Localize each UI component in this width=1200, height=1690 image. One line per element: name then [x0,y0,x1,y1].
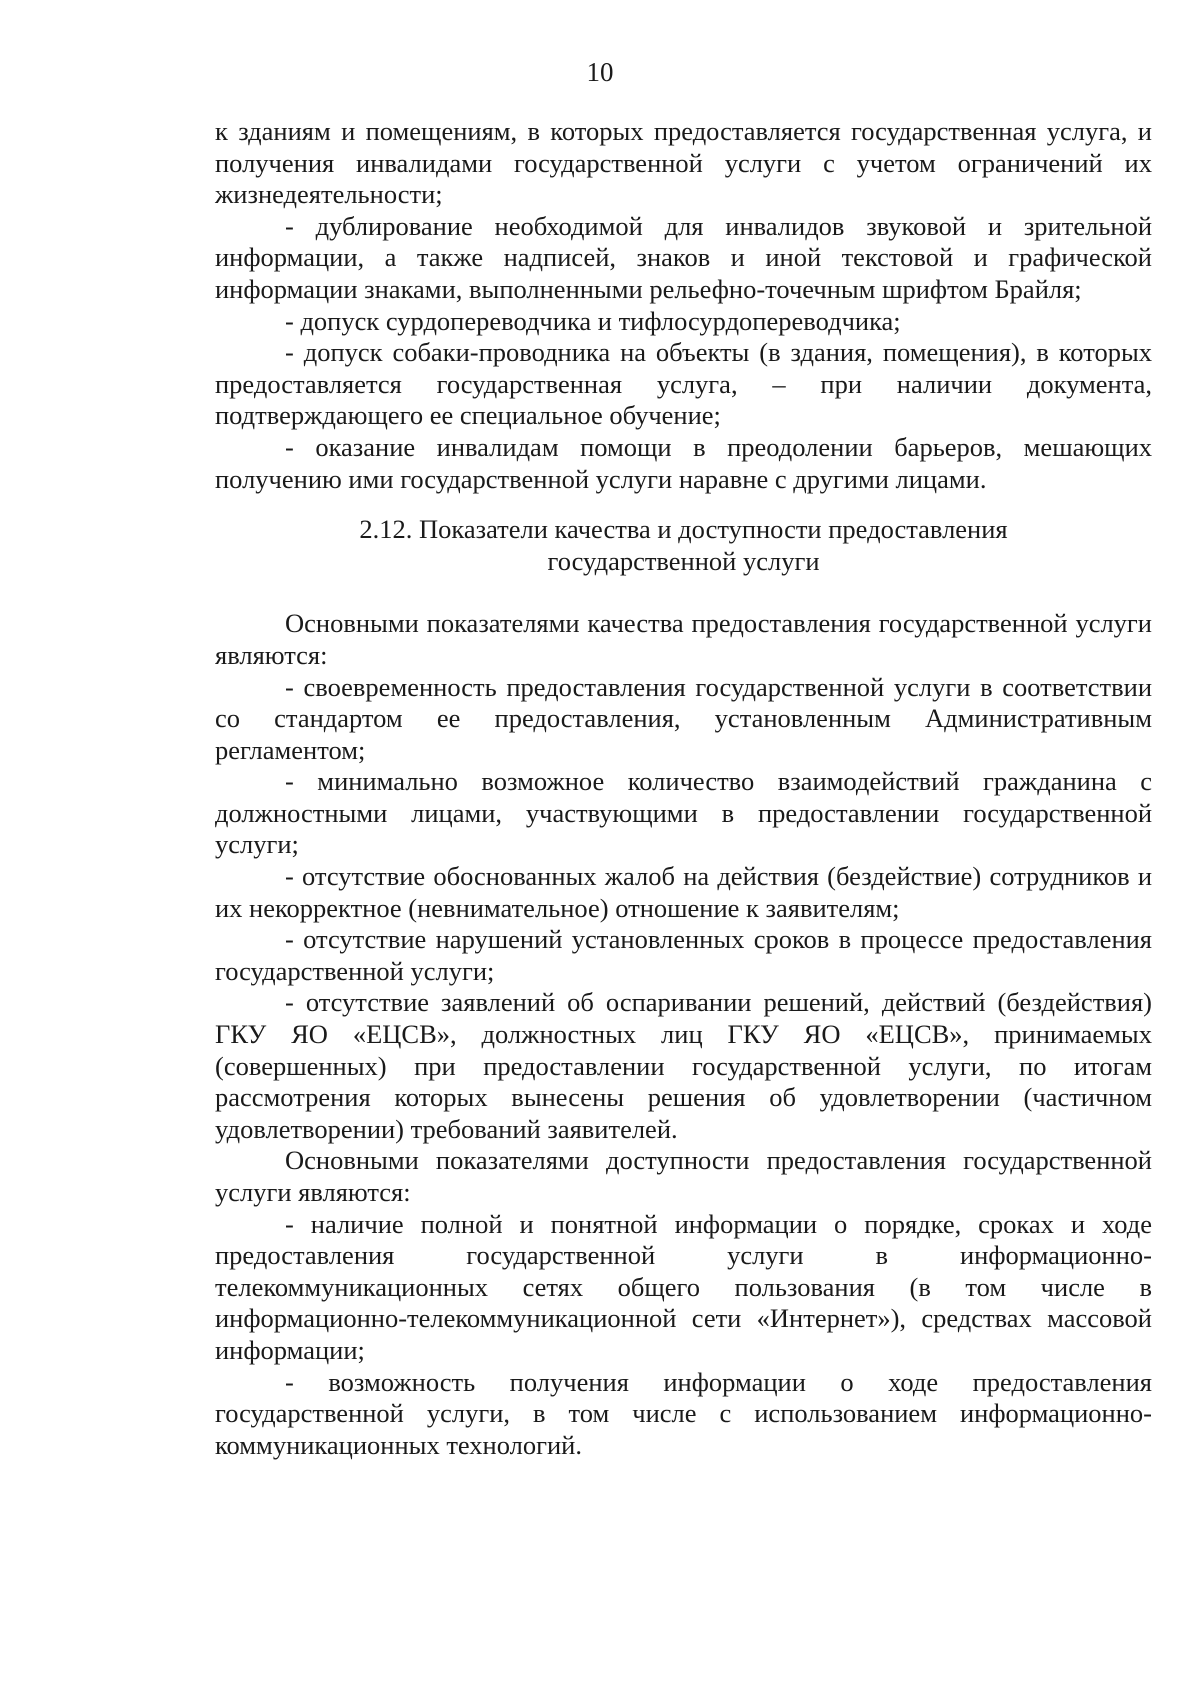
page-number: 10 [586,57,614,87]
section-heading [215,514,1152,577]
paragraph: - допуск собаки-проводника на объекты (в здания, помещения), в которых предоставляется государственная услуга, – при наличии документа, подтверждающего ее специальное обучение; [215,337,1152,431]
paragraph: - допуск сурдопереводчика и тифлосурдопереводчика; [285,305,901,336]
section-heading-line: государственной услуги [547,545,820,576]
paragraph: Основными показателями качества предоставления государственной услуги являются: [215,608,1152,670]
paragraph: - отсутствие заявлений об оспаривании решений, действий (бездействия) ГКУ ЯО «ЕЦСВ», должностных лиц ГКУ ЯО «ЕЦСВ», принимаемых (совершенных) при предоставлении государственной услуги, по итогам рассмотрения которых вынесены решения об удовлетворении (частичном удовлетворении) требований заявителей. [215,987,1152,1144]
paragraph: - отсутствие нарушений установленных сроков в процессе предоставления государственной услуги; [215,924,1152,986]
document-body [215,116,1152,1461]
paragraph: - своевременность предоставления государственной услуги в соответствии со стандартом ее предоставления, установленным Административным регламентом; [215,671,1152,765]
paragraph: - возможность получения информации о ходе предоставления государственной услуги, в том числе с использованием информационно-коммуникационных технологий. [215,1366,1152,1460]
paragraph: - отсутствие обоснованных жалоб на действия (бездействие) сотрудников и их некорректное (невнимательное) отношение к заявителям; [215,861,1152,923]
paragraph: - дублирование необходимой для инвалидов звуковой и зрительной информации, а также надписей, знаков и иной текстовой и графической информации знаками, выполненными рельефно-точечным шрифтом Брайля; [215,210,1152,304]
paragraph: к зданиям и помещениям, в которых предоставляется государственная услуга, и получения инвалидами государственной услуги с учетом ограничений их жизнедеятельности; [215,116,1152,210]
paragraph: - оказание инвалидам помощи в преодолении барьеров, мешающих получению ими государственной услуги наравне с другими лицами. [215,431,1152,494]
paragraph: - минимально возможное количество взаимодействий гражданина с должностными лицами, участвующими в предоставлении государственной услуги; [215,766,1152,860]
section-heading-line: 2.12. Показатели качества и доступности предоставления [359,514,1008,545]
paragraph: - наличие полной и понятной информации о порядке, сроках и ходе предоставления государственной услуги в информационно-телекоммуникационных сетях общего пользования (в том числе в информационно-телекоммуникационной сети «Интернет»), средствах массовой информации; [215,1208,1152,1365]
paragraph: Основными показателями доступности предоставления государственной услуги являются: [215,1145,1152,1207]
